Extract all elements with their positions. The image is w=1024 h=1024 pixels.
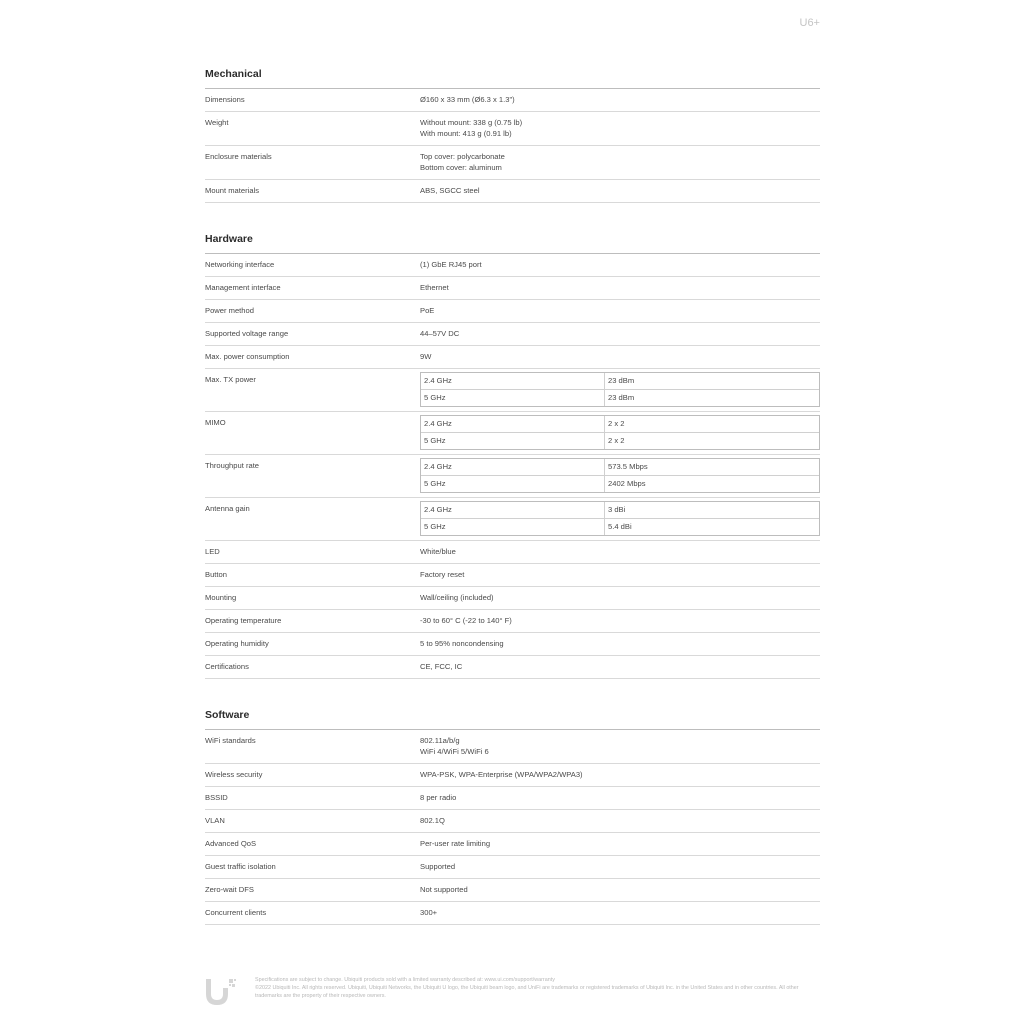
spec-value-line: CE, FCC, IC	[420, 662, 463, 671]
spec-label: Throughput rate	[205, 461, 260, 470]
subtable-row	[421, 519, 819, 535]
spec-label: Weight	[205, 118, 229, 127]
footer-disclaimer: Specifications are subject to change. Ubiquiti products sold with a limited warranty described at: www.ui.com/support/warranty	[255, 977, 555, 983]
spec-row	[205, 277, 820, 300]
spec-value-line: 8 per radio	[420, 793, 457, 802]
spec-sheet	[205, 60, 820, 925]
spec-value	[420, 112, 820, 145]
band-value-cell: 3 dBi	[608, 505, 626, 514]
spec-row	[205, 300, 820, 323]
spec-value-line: WPA-PSK, WPA-Enterprise (WPA/WPA2/WPA3)	[420, 770, 583, 779]
spec-row	[205, 323, 820, 346]
section-title: Hardware	[205, 225, 820, 254]
spec-row	[205, 656, 820, 679]
spec-row	[205, 346, 820, 369]
spec-label: Power method	[205, 306, 254, 315]
spec-row	[205, 879, 820, 902]
spec-label: Networking interface	[205, 260, 275, 269]
spec-label: Enclosure materials	[205, 152, 272, 161]
spec-row	[205, 730, 820, 764]
spec-value-line: Per-user rate limiting	[420, 839, 491, 848]
spec-value-line: Factory reset	[420, 570, 465, 579]
section-software	[205, 701, 820, 925]
spec-value	[420, 369, 820, 411]
spec-value-line: Supported	[420, 862, 456, 871]
spec-value-line: 300+	[420, 908, 438, 917]
spec-value-line: 802.11a/b/g	[420, 736, 460, 745]
spec-value-line: WiFi 4/WiFi 5/WiFi 6	[420, 747, 489, 756]
spec-row	[205, 764, 820, 787]
spec-value-line: Top cover: polycarbonate	[420, 152, 505, 161]
spec-row	[205, 633, 820, 656]
band-cell: 2.4 GHz	[421, 373, 605, 389]
spec-value-line: Not supported	[420, 885, 468, 894]
spec-label: LED	[205, 547, 220, 556]
spec-value	[420, 300, 820, 322]
spec-value-line: 802.1Q	[420, 816, 445, 825]
spec-row	[205, 610, 820, 633]
band-value-cell: 23 dBm	[608, 393, 635, 402]
spec-label: WiFi standards	[205, 736, 256, 745]
band-value-cell: 2 x 2	[608, 436, 625, 445]
spec-label: BSSID	[205, 793, 228, 802]
spec-label: Max. TX power	[205, 375, 256, 384]
spec-label: Advanced QoS	[205, 839, 257, 848]
spec-value	[420, 587, 820, 609]
spec-value-line: (1) GbE RJ45 port	[420, 260, 482, 269]
spec-value	[420, 833, 820, 855]
spec-value	[420, 412, 820, 454]
spec-subtable	[420, 501, 820, 536]
spec-value	[420, 633, 820, 655]
spec-label: Wireless security	[205, 770, 263, 779]
spec-label: Zero-wait DFS	[205, 885, 254, 894]
spec-label: Supported voltage range	[205, 329, 289, 338]
footer	[203, 974, 820, 1014]
spec-value-line: PoE	[420, 306, 435, 315]
spec-row	[205, 89, 820, 112]
spec-value	[420, 323, 820, 345]
spec-row	[205, 455, 820, 498]
spec-value	[420, 730, 820, 763]
band-value-cell: 573.5 Mbps	[608, 462, 648, 471]
spec-label: MIMO	[205, 418, 226, 427]
spec-value	[420, 787, 820, 809]
band-cell: 5 GHz	[421, 390, 605, 406]
band-cell: 2.4 GHz	[421, 502, 605, 518]
spec-subtable	[420, 372, 820, 407]
section-hardware	[205, 225, 820, 679]
spec-label: Antenna gain	[205, 504, 250, 513]
spec-row	[205, 369, 820, 412]
spec-value	[420, 879, 820, 901]
spec-label: Mounting	[205, 593, 237, 602]
spec-value	[420, 610, 820, 632]
spec-row	[205, 112, 820, 146]
spec-label: Guest traffic isolation	[205, 862, 276, 871]
ubiquiti-logo-icon	[203, 976, 237, 1008]
spec-label: Max. power consumption	[205, 352, 290, 361]
subtable-row	[421, 416, 819, 433]
spec-value-line: 9W	[420, 352, 432, 361]
subtable-row	[421, 433, 819, 449]
model-name: U6+	[799, 17, 820, 29]
spec-label: VLAN	[205, 816, 225, 825]
spec-value-line: White/blue	[420, 547, 456, 556]
spec-label: Operating temperature	[205, 616, 282, 625]
spec-subtable	[420, 458, 820, 493]
section-title: Software	[205, 701, 820, 730]
spec-value	[420, 764, 820, 786]
band-value-cell: 2402 Mbps	[608, 479, 646, 488]
spec-value-line: Ethernet	[420, 283, 449, 292]
spec-value	[420, 656, 820, 678]
subtable-row	[421, 390, 819, 406]
band-cell: 2.4 GHz	[421, 416, 605, 432]
spec-row	[205, 541, 820, 564]
spec-row	[205, 564, 820, 587]
band-cell: 5 GHz	[421, 433, 605, 449]
spec-value-line: -30 to 60° C (-22 to 140° F)	[420, 616, 512, 625]
spec-value	[420, 254, 820, 276]
footer-text	[255, 976, 815, 1000]
spec-value	[420, 541, 820, 563]
spec-value-line: ABS, SGCC steel	[420, 186, 480, 195]
spec-value-line: Without mount: 338 g (0.75 lb)	[420, 118, 523, 127]
spec-value	[420, 146, 820, 179]
spec-value-line: Wall/ceiling (included)	[420, 593, 494, 602]
band-value-cell: 23 dBm	[608, 376, 635, 385]
band-cell: 2.4 GHz	[421, 459, 605, 475]
section-title: Mechanical	[205, 60, 820, 89]
spec-row	[205, 833, 820, 856]
spec-row	[205, 254, 820, 277]
spec-value-line: Ø160 x 33 mm (Ø6.3 x 1.3")	[420, 95, 515, 104]
spec-value	[420, 810, 820, 832]
subtable-row	[421, 459, 819, 476]
spec-row	[205, 412, 820, 455]
spec-row	[205, 787, 820, 810]
spec-value	[420, 346, 820, 368]
spec-label: Mount materials	[205, 186, 260, 195]
band-cell: 5 GHz	[421, 476, 605, 492]
subtable-row	[421, 373, 819, 390]
spec-row	[205, 180, 820, 203]
band-cell: 5 GHz	[421, 519, 605, 535]
spec-value-line: Bottom cover: aluminum	[420, 163, 502, 172]
spec-row	[205, 146, 820, 180]
spec-value	[420, 277, 820, 299]
spec-label: Management interface	[205, 283, 281, 292]
spec-row	[205, 498, 820, 541]
spec-label: Dimensions	[205, 95, 245, 104]
spec-label: Certifications	[205, 662, 249, 671]
spec-value	[420, 498, 820, 540]
subtable-row	[421, 502, 819, 519]
spec-value	[420, 455, 820, 497]
spec-label: Button	[205, 570, 227, 579]
spec-value-line: 44–57V DC	[420, 329, 460, 338]
footer-copyright: ©2022 Ubiquiti Inc. All rights reserved. Ubiquiti, Ubiquiti Networks, the Ubiquiti U logo, the Ubiquiti beam logo, and UniFi are trademarks or registered trademarks of Ubiquiti Inc. in the United States and in other countries. All other trademarks are the property of their respective owners.	[255, 985, 799, 999]
band-value-cell: 5.4 dBi	[608, 522, 632, 531]
subtable-row	[421, 476, 819, 492]
spec-value-line: 5 to 95% noncondensing	[420, 639, 504, 648]
spec-subtable	[420, 415, 820, 450]
band-value-cell: 2 x 2	[608, 419, 625, 428]
spec-value-line: With mount: 413 g (0.91 lb)	[420, 129, 512, 138]
spec-value	[420, 902, 820, 924]
section-mechanical	[205, 60, 820, 203]
spec-value	[420, 564, 820, 586]
spec-row	[205, 902, 820, 925]
spec-row	[205, 856, 820, 879]
spec-row	[205, 810, 820, 833]
spec-value	[420, 856, 820, 878]
spec-label: Operating humidity	[205, 639, 269, 648]
spec-row	[205, 587, 820, 610]
spec-value	[420, 89, 820, 111]
spec-label: Concurrent clients	[205, 908, 267, 917]
spec-value	[420, 180, 820, 202]
